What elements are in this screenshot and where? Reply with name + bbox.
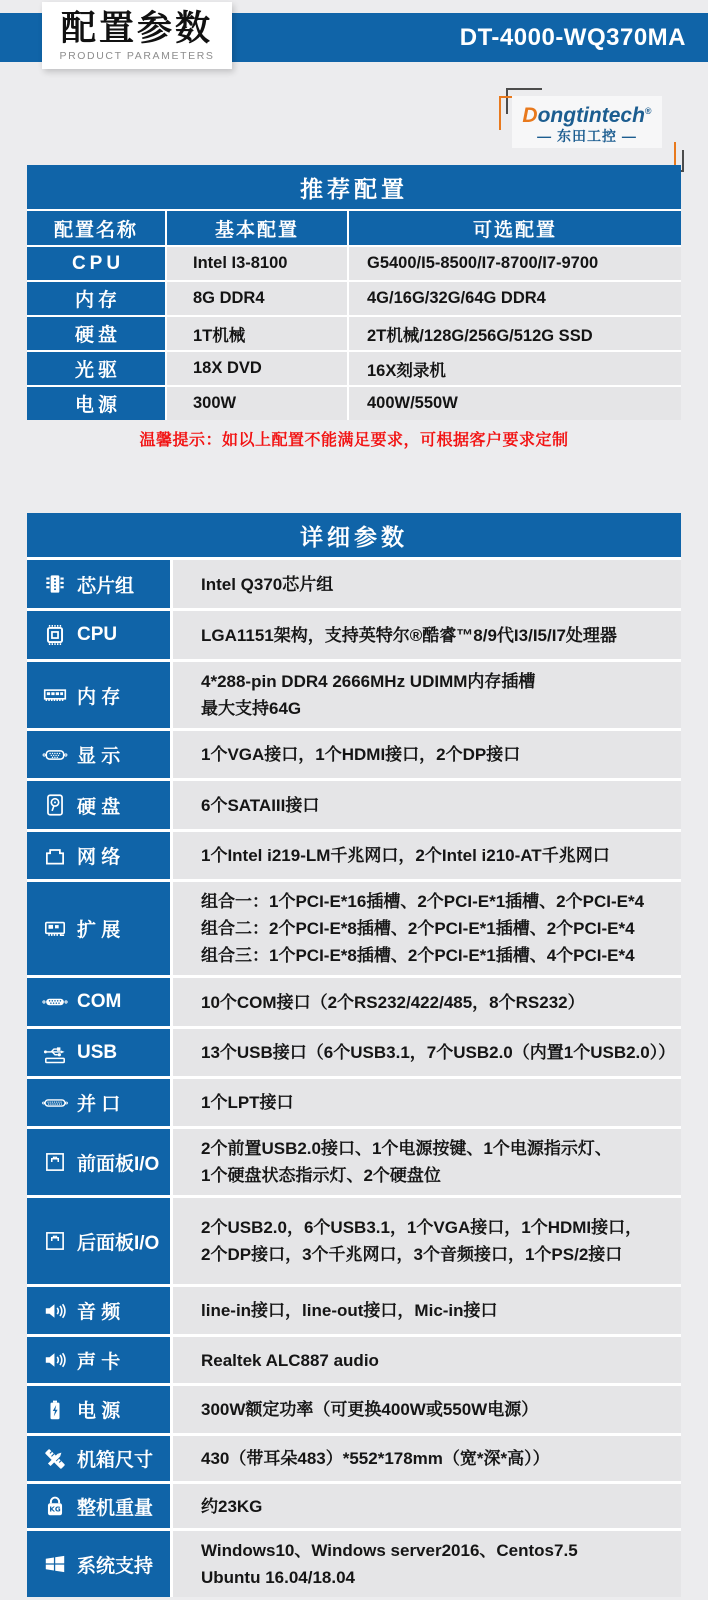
weight-icon	[33, 1493, 77, 1519]
config-name: 内存	[27, 282, 165, 315]
spec-value	[173, 1198, 681, 1284]
spec-row	[27, 1129, 681, 1195]
spec-value-line: 1个LPT接口	[201, 1093, 294, 1112]
config-name: CPU	[27, 247, 165, 280]
chipset-icon	[33, 571, 77, 597]
spec-row	[27, 731, 681, 778]
section-title-card	[42, 2, 232, 69]
os-support-icon	[33, 1551, 77, 1577]
svg-text:KG: KG	[49, 1504, 61, 1514]
spec-value-line: Windows10、Windows server2016、Centos7.5	[201, 1541, 578, 1560]
spec-label-cell	[27, 1029, 170, 1076]
spec-label-cell	[27, 1287, 170, 1334]
spec-value	[173, 978, 681, 1026]
config-optional-value: G5400/I5-8500/I7-8700/I7-9700	[349, 247, 681, 280]
spec-value	[173, 560, 681, 608]
spec-value-line: 300W额定功率（可更换400W或550W电源）	[201, 1400, 539, 1419]
spec-label: 扩 展	[77, 920, 121, 941]
config-optional-value: 4G/16G/32G/64G DDR4	[349, 282, 681, 315]
spec-value	[173, 1436, 681, 1481]
spec-label-cell	[27, 1079, 170, 1126]
spec-label-cell	[27, 611, 170, 659]
spec-value-line: 6个SATAIII接口	[201, 795, 320, 815]
spec-label: 并 口	[77, 1094, 121, 1115]
spec-label: CPU	[77, 624, 118, 645]
spec-label: 整机重量	[77, 1497, 154, 1519]
recommended-config-table	[27, 165, 681, 420]
spec-row	[27, 1337, 681, 1383]
spec-row	[27, 611, 681, 659]
memory-icon	[33, 682, 77, 708]
cpu-icon	[33, 622, 77, 648]
spec-value	[173, 662, 681, 728]
parallel-port-icon	[33, 1090, 77, 1116]
config-basic-value: 8G DDR4	[167, 282, 347, 315]
spec-value	[173, 1129, 681, 1195]
config-basic-value: Intel I3-8100	[167, 247, 347, 280]
config-row	[27, 317, 681, 350]
logo-corner-bracket	[499, 96, 513, 130]
config-row	[27, 282, 681, 315]
spec-label-cell	[27, 882, 170, 975]
config-basic-value: 300W	[167, 387, 347, 420]
spec-label-cell	[27, 781, 170, 829]
spec-value-line: Ubuntu 16.04/18.04	[201, 1568, 356, 1587]
spec-row	[27, 978, 681, 1026]
spec-value	[173, 781, 681, 829]
spec-label: 内 存	[77, 686, 121, 708]
spec-row	[27, 1531, 681, 1597]
spec-row	[27, 1287, 681, 1334]
config-row	[27, 247, 681, 280]
config-row	[27, 387, 681, 420]
network-icon	[33, 843, 77, 869]
spec-row	[27, 882, 681, 975]
spec-label: 音 频	[77, 1302, 121, 1323]
spec-label: 芯片组	[77, 575, 135, 597]
display-icon	[33, 742, 77, 768]
spec-row	[27, 1484, 681, 1528]
usb-icon	[33, 1040, 77, 1066]
spec-value	[173, 731, 681, 778]
spec-value	[173, 832, 681, 879]
brand-name: Dongtintech®	[522, 103, 652, 127]
custom-config-tip: 温馨提示：如以上配置不能满足要求，可根据客户要求定制	[139, 432, 569, 449]
spec-value-line: Intel Q370芯片组	[201, 574, 334, 594]
spec-row	[27, 1198, 681, 1284]
front-panel-icon	[33, 1149, 77, 1175]
com-port-icon	[33, 989, 77, 1015]
detailed-spec-table	[27, 513, 681, 1597]
spec-label-cell	[27, 560, 170, 608]
config-basic-value: 18X DVD	[167, 352, 347, 385]
spec-label: 声 卡	[77, 1351, 121, 1373]
spec-value	[173, 1531, 681, 1597]
spec-value	[173, 611, 681, 659]
spec-value-line: 组合一：1个PCI-E*16插槽、2个PCI-E*1插槽、2个PCI-E*4	[201, 892, 645, 911]
spec-label: 后面板I/O	[77, 1232, 160, 1254]
spec-label: 系统支持	[77, 1555, 154, 1577]
spec-value-line: 1个Intel i219-LM千兆网口，2个Intel i210-AT千兆网口	[201, 846, 610, 865]
spec-label-cell	[27, 1129, 170, 1195]
recommended-table-title: 推荐配置	[27, 165, 681, 209]
spec-row	[27, 1029, 681, 1076]
config-optional-value: 16X刻录机	[349, 352, 681, 385]
spec-label: 网 络	[77, 847, 121, 868]
config-basic-value: 1T机械	[167, 317, 347, 350]
page-title: 配置参数	[60, 9, 213, 48]
column-header-optional: 可选配置	[349, 211, 681, 245]
config-row	[27, 352, 681, 385]
spec-value-line: 1个VGA接口，1个HDMI接口，2个DP接口	[201, 745, 521, 764]
spec-label: USB	[77, 1041, 118, 1063]
spec-label-cell	[27, 662, 170, 728]
spec-value	[173, 1484, 681, 1528]
chassis-size-icon	[33, 1446, 77, 1472]
power-icon	[33, 1397, 77, 1423]
spec-label-cell	[27, 978, 170, 1026]
brand-name-cn: — 东田工控 —	[537, 127, 637, 144]
spec-value-line: 13个USB接口（6个USB3.1，7个USB2.0（内置1个USB2.0））	[201, 1043, 676, 1062]
spec-label-cell	[27, 1531, 170, 1597]
rear-panel-icon	[33, 1228, 77, 1254]
config-name: 光驱	[27, 352, 165, 385]
expansion-icon	[33, 916, 77, 942]
harddisk-icon	[33, 792, 77, 818]
page-subtitle: PRODUCT PARAMETERS	[59, 50, 215, 62]
spec-value	[173, 1079, 681, 1126]
spec-row	[27, 1386, 681, 1433]
spec-value	[173, 882, 681, 975]
spec-value-line: Realtek ALC887 audio	[201, 1350, 379, 1370]
spec-value-line: 1个硬盘状态指示灯、2个硬盘位	[201, 1166, 441, 1185]
spec-label-cell	[27, 1386, 170, 1433]
spec-value-line: 430（带耳朵483）*552*178mm（宽*深*高））	[201, 1449, 550, 1468]
brand-logo	[512, 96, 662, 148]
product-model: DT-4000-WQ370MA	[459, 24, 686, 51]
config-name: 硬盘	[27, 317, 165, 350]
spec-value	[173, 1029, 681, 1076]
spec-value-line: 2个前置USB2.0接口、1个电源按键、1个电源指示灯、	[201, 1139, 612, 1158]
spec-label-cell	[27, 1198, 170, 1284]
spec-label: 显 示	[77, 746, 121, 767]
spec-row	[27, 1436, 681, 1481]
spec-value-line: 10个COM接口（2个RS232/422/485，8个RS232）	[201, 992, 585, 1012]
spec-row	[27, 1079, 681, 1126]
audio-icon	[33, 1298, 77, 1324]
config-optional-value: 2T机械/128G/256G/512G SSD	[349, 317, 681, 350]
spec-label: 机箱尺寸	[77, 1450, 154, 1471]
config-optional-value: 400W/550W	[349, 387, 681, 420]
spec-value	[173, 1337, 681, 1383]
spec-label: 硬 盘	[77, 796, 121, 818]
spec-value-line: 组合二：2个PCI-E*8插槽、2个PCI-E*1插槽、2个PCI-E*4	[201, 919, 635, 938]
spec-label-cell	[27, 1436, 170, 1481]
spec-value-line: 组合三：1个PCI-E*8插槽、2个PCI-E*1插槽、4个PCI-E*4	[201, 946, 635, 965]
spec-value-line: 2个USB2.0，6个USB3.1，1个VGA接口，1个HDMI接口，	[201, 1218, 643, 1237]
spec-value	[173, 1386, 681, 1433]
spec-row	[27, 832, 681, 879]
spec-value	[173, 1287, 681, 1334]
config-name: 电源	[27, 387, 165, 420]
spec-label-cell	[27, 1337, 170, 1383]
spec-row	[27, 781, 681, 829]
spec-value-line: 2个DP接口，3个千兆网口，3个音频接口，1个PS/2接口	[201, 1245, 623, 1264]
spec-value-line: 约23KG	[201, 1496, 263, 1516]
column-header-basic: 基本配置	[167, 211, 347, 245]
spec-row	[27, 662, 681, 728]
column-header-name: 配置名称	[27, 211, 165, 245]
spec-label-cell	[27, 1484, 170, 1528]
spec-value-line: LGA1151架构，支持英特尔®酷睿™8/9代I3/I5/I7处理器	[201, 625, 617, 645]
spec-value-line: 最大支持64G	[201, 699, 302, 718]
spec-label: 前面板I/O	[77, 1153, 160, 1175]
spec-label-cell	[27, 832, 170, 879]
spec-value-line: line-in接口，line-out接口，Mic-in接口	[201, 1301, 498, 1320]
spec-label: 电 源	[77, 1401, 121, 1422]
spec-row	[27, 560, 681, 608]
recommended-table-header	[27, 211, 681, 245]
soundcard-icon	[33, 1347, 77, 1373]
detail-table-title: 详细参数	[27, 513, 681, 557]
spec-label: COM	[77, 991, 122, 1012]
spec-value-line: 4*288-pin DDR4 2666MHz UDIMM内存插槽	[201, 672, 536, 691]
spec-label-cell	[27, 731, 170, 778]
